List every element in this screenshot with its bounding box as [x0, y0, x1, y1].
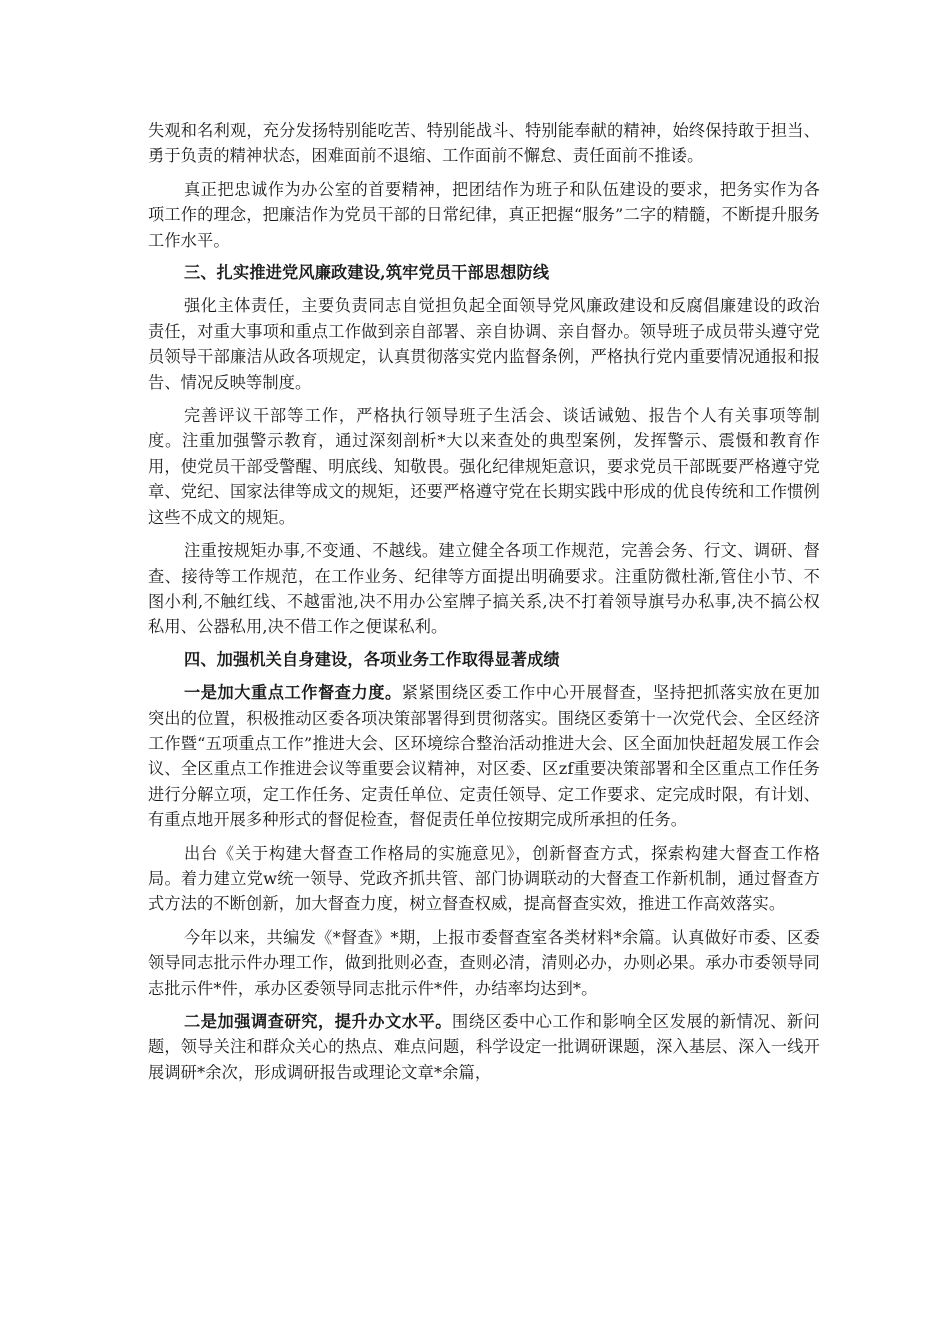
paragraph-body-1: 紧紧围绕区委工作中心开展督查，坚持把抓落实放在更加突出的位置，积极推动区委各项决策部署得到贯彻落实。围绕区委第十一次党代会、全区经济工作暨“五项重点工作”推进大会、区环境综合整治活动推进大会、区全面加快赶超发展工作会议、全区重点工作推进会议等重要会议精神，对区委、区zf重要决策部署和全区重点工作任务进行分解立项，定工作任务、定责任单位、定责任领导、定工作要求、定完成时限，有计划、有重点地开展多种形式的督促检查，督促责任单位按期完成所承担的任务。	[148, 683, 820, 830]
paragraph-loyalty: 真正把忠诚作为办公室的首要精神，把团结作为班子和队伍建设的要求，把务实作为各项工作的理念，把廉洁作为党员干部的日常纪律，真正把握“服务”二字的精髓，不断提升服务工作水平。	[148, 179, 820, 250]
section-heading-3: 三、扎实推进党风廉政建设,筑牢党员干部思想防线	[184, 263, 550, 283]
paragraph-responsibility: 强化主体责任，主要负责同志自觉担负起全面领导党风廉政建设和反腐倡廉建设的政治责任，对重大事项和重点工作做到亲自部署、亲自协调、亲自督办。领导班子成员带头遵守党员领导干部廉洁从政各项规定，认真贯彻落实党内监督条例，严格执行党内重要情况通报和报告、情况反映等制度。	[148, 296, 820, 392]
paragraph-implementation: 出台《关于构建大督查工作格局的实施意见》，创新督查方式，探索构建大督查工作格局。着力建立党w统一领导、党政齐抓共管、部门协调联动的大督查工作新机制，通过督查方式方法的不断创新，加大督查力度，树立督查权威，提高督查实效，推进工作高效落实。	[148, 843, 820, 914]
paragraph-lead-1: 一是加大重点工作督查力度。	[184, 683, 402, 703]
paragraph-statistics: 今年以来，共编发《*督查》*期，上报市委督查室各类材料*余篇。认真做好市委、区委领导同志批示件办理工作，做到批则必查，查则必清，清则必办，办则必果。承办市委领导同志批示件*件，承办区委领导同志批示件*件，办结率均达到*。	[148, 927, 820, 998]
paragraph-rules: 注重按规矩办事,不变通、不越线。建立健全各项工作规范，完善会务、行文、调研、督查、接待等工作规范，在工作业务、纪律等方面提出明确要求。注重防微杜渐,管住小节、不图小利,不触红线、不越雷池,决不用办公室牌子搞关系,决不打着领导旗号办私事,决不搞公权私用、公器私用,决不借工作之便谋私利。	[148, 541, 820, 637]
paragraph-evaluation: 完善评议干部等工作，严格执行领导班子生活会、谈话诫勉、报告个人有关事项等制度。注重加强警示教育，通过深刻剖析*大以来查处的典型案例，发挥警示、震慑和教育作用，使党员干部受警醒、明底线、知敬畏。强化纪律规矩意识，要求党员干部既要严格遵守党章、党纪、国家法律等成文的规矩，还要严格遵守党在长期实践中形成的优良传统和工作惯例这些不成文的规矩。	[148, 406, 820, 527]
paragraph-research	[148, 1009, 820, 1085]
paragraph-supervision	[148, 680, 820, 832]
section-heading-4: 四、加强机关自身建设，各项业务工作取得显著成绩	[184, 649, 560, 669]
paragraph-continuation: 失观和名利观，充分发扬特别能吃苦、特别能战斗、特别能奉献的精神，始终保持敢于担当、勇于负责的精神状态，困难面前不退缩、工作面前不懈怠、责任面前不推诿。	[148, 121, 820, 166]
paragraph-body-2: 围绕区委中心工作和影响全区发展的新情况、新问题，领导关注和群众关心的热点、难点问题，科学设定一批调研课题，深入基层、深入一线开展调研*余次，形成调研报告或理论文章*余篇，	[148, 1012, 820, 1082]
paragraph-lead-2: 二是加强调查研究，提升办文水平。	[184, 1012, 452, 1031]
document-page	[148, 118, 820, 1085]
